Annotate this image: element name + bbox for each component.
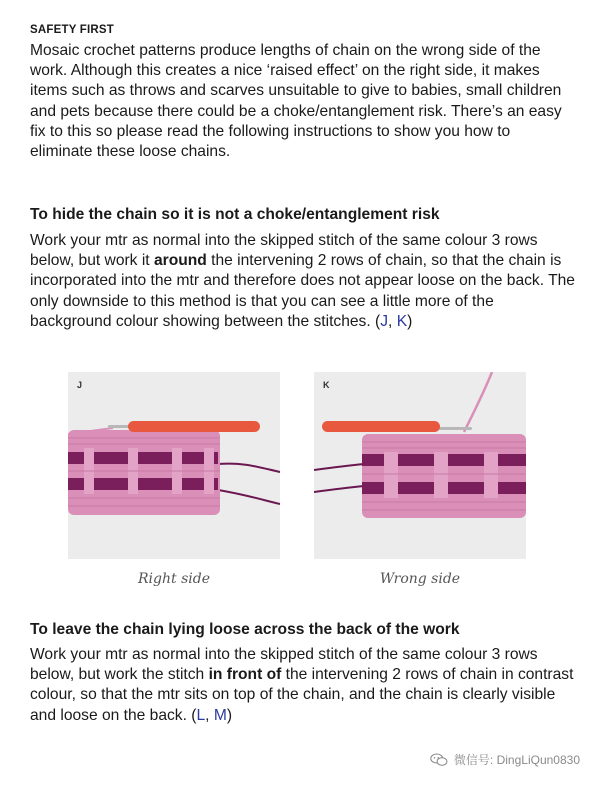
loose-refs-sep: , <box>205 706 214 724</box>
loose-chain-paragraph <box>30 645 575 726</box>
hide-chain-paragraph <box>30 231 575 332</box>
safety-heading: SAFETY FIRST <box>30 24 114 36</box>
crochet-hook-handle <box>322 421 440 432</box>
loose-refs-open: ( <box>191 706 197 724</box>
hide-refs-sep: , <box>388 312 397 330</box>
crochet-swatch-right-side-image <box>68 372 280 559</box>
ref-m-link[interactable]: M <box>213 706 227 724</box>
loose-text-after: the intervening 2 rows of chain in contrast colour, so that the mtr sits on top of the chain, and the chain is clearly visible and loose on the back. <box>30 666 574 724</box>
hide-text-bold: around <box>153 252 207 270</box>
caption-right-side: Right side <box>138 571 210 587</box>
loose-chain-heading: To leave the chain lying loose across the back of the work <box>30 621 460 638</box>
photo-j-right-side <box>68 372 280 559</box>
crochet-hook-handle <box>128 421 260 432</box>
ref-k-link[interactable]: K <box>396 312 408 330</box>
wechat-watermark <box>430 751 580 768</box>
loose-text-bold: in front of <box>208 666 282 684</box>
wechat-icon <box>430 753 448 767</box>
photo-j-label: J <box>77 380 83 390</box>
watermark-text: 微信号: DingLiQun0830 <box>453 753 580 767</box>
crochet-swatch-wrong-side-image <box>314 372 526 559</box>
hide-refs-open: ( <box>375 312 381 330</box>
loose-refs-close: ) <box>226 706 233 724</box>
caption-wrong-side: Wrong side <box>379 571 461 587</box>
hide-text-before: Work your mtr as normal into the skipped stitch of the same colour 3 rows below, but work it <box>30 232 538 270</box>
photo-k-label: K <box>323 380 330 390</box>
hide-text-after: the intervening 2 rows of chain, so that the chain is incorporated into the mtr and therefore does not appear loose on the back. The only downside to this method is that you can see a little more of the background colour showing between the stitches. <box>30 252 575 330</box>
photo-k-wrong-side <box>314 372 526 559</box>
hide-chain-heading: To hide the chain so it is not a choke/entanglement risk <box>30 206 440 223</box>
loose-text-before: Work your mtr as normal into the skipped stitch of the same colour 3 rows below, but work the stitch <box>30 646 538 684</box>
hide-refs-close: ) <box>407 312 413 330</box>
ref-j-link[interactable]: J <box>380 312 389 330</box>
ref-l-link[interactable]: L <box>196 706 206 724</box>
safety-paragraph: Mosaic crochet patterns produce lengths of chain on the wrong side of the work. Although this creates a nice ‘raised effect’ on the right side, it makes items such as throws and scarves unsuitable to give to babies, small children and pets because there could be a choke/entanglement risk. There’s an easy fix to this so please read the following instructions to show you how to eliminate these loose chains. <box>30 42 562 161</box>
